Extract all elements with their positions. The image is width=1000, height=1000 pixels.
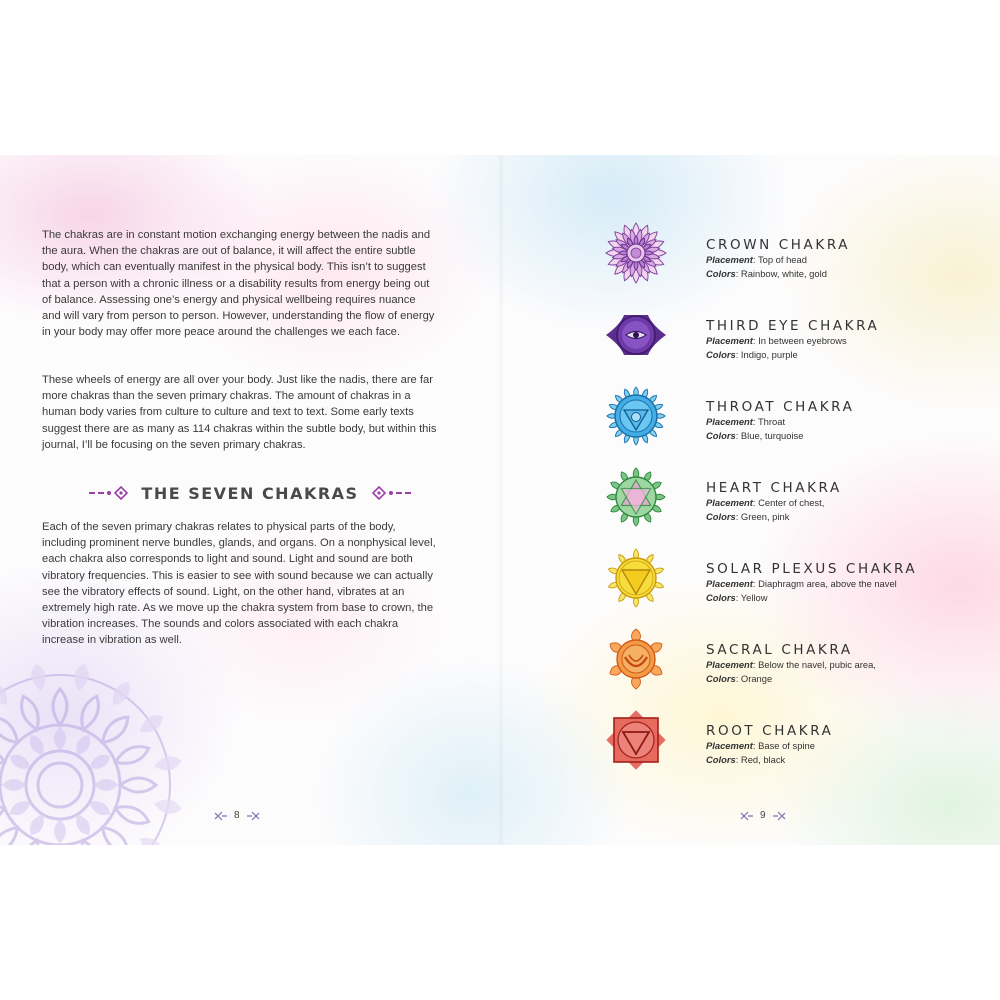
page-ornament-right-icon bbox=[246, 811, 260, 821]
heart-chakra-icon bbox=[604, 465, 668, 529]
heading-ornament-right-icon bbox=[369, 486, 411, 500]
chakra-name: HEART CHAKRA bbox=[706, 480, 842, 496]
chakra-placement: Placement: In between eyebrows bbox=[706, 335, 847, 346]
chakra-colors: Colors: Orange bbox=[706, 673, 773, 684]
chakra-name: SACRAL CHAKRA bbox=[706, 642, 853, 658]
chakra-entry-throat bbox=[706, 399, 966, 443]
chakra-name: THIRD EYE CHAKRA bbox=[706, 318, 880, 334]
chakra-entry-sacral bbox=[706, 642, 966, 686]
page-ornament-left-icon bbox=[214, 811, 228, 821]
chakra-name: SOLAR PLEXUS CHAKRA bbox=[706, 561, 918, 577]
chakra-entry-solar-plexus bbox=[706, 561, 966, 605]
page-number-text: 8 bbox=[234, 810, 240, 821]
root-chakra-icon bbox=[604, 708, 668, 772]
page-ornament-right-icon bbox=[772, 811, 786, 821]
chakra-colors: Colors: Red, black bbox=[706, 754, 786, 765]
chakra-colors: Colors: Blue, turquoise bbox=[706, 430, 804, 441]
chakra-colors: Colors: Green, pink bbox=[706, 511, 790, 522]
chakra-colors: Colors: Rainbow, white, gold bbox=[706, 268, 827, 279]
chakra-placement: Placement: Center of chest, bbox=[706, 497, 825, 508]
chakra-placement: Placement: Diaphragm area, above the navel bbox=[706, 578, 897, 589]
section-heading bbox=[0, 480, 500, 506]
paragraph-wheels-energy: These wheels of energy are all over your body. Just like the nadis, there are far more chakras than the seven primary chakras. The amount of chakras in a human body varies from culture to culture and text to text. Some early texts suggest there are as many as 114 chakras within the subtle body, but within this journal, I’ll be focusing on the seven primary chakras. bbox=[42, 374, 437, 451]
paragraph-seven-chakras: Each of the seven primary chakras relates to physical parts of the body, including prominent nerve bundles, glands, and organs. On a nonphysical level, each chakra also corresponds to light and sound. Light and sound are both vibratory frequencies. This is easier to see with sound because we can actually see the vibratory effects of sound. Light, on the other hand, vibrates at an extremely high rate. As we move up the chakra system from base to crown, the vibration increases. The sounds and colors associated with each chakra increase in vibration as well. bbox=[42, 521, 436, 647]
heading-ornament-left-icon bbox=[89, 486, 131, 500]
chakra-colors: Colors: Indigo, purple bbox=[706, 349, 798, 360]
chakra-name: THROAT CHAKRA bbox=[706, 399, 855, 415]
chakra-entry-root bbox=[706, 723, 966, 767]
mandala-decoration-icon bbox=[0, 655, 190, 845]
paragraph-chakras-motion: The chakras are in constant motion exchanging energy between the nadis and the aura. When the chakras are out of balance, it will affect the entire subtle body, which can eventually manifest in the physical body. This isn’t to suggest that a person with a chronic illness or a disability results from energy being out of balance. Assessing one’s energy and physical wellbeing requires nuance and will vary from person to person. However, understanding the flow of energy in your body may offer more peace around the challenges we each face. bbox=[42, 229, 435, 339]
chakra-placement: Placement: Throat bbox=[706, 416, 786, 427]
chakra-name: ROOT CHAKRA bbox=[706, 723, 834, 739]
page-number-right bbox=[740, 810, 786, 821]
third-eye-chakra-icon bbox=[604, 303, 668, 367]
page-number-text: 9 bbox=[760, 810, 766, 821]
sacral-chakra-icon bbox=[604, 627, 668, 691]
page-ornament-left-icon bbox=[740, 811, 754, 821]
solar-plexus-chakra-icon bbox=[604, 546, 668, 610]
throat-chakra-icon bbox=[604, 384, 668, 448]
chakra-placement: Placement: Below the navel, pubic area, bbox=[706, 659, 876, 670]
chakra-entry-third-eye bbox=[706, 318, 966, 362]
chakra-entry-crown bbox=[706, 237, 966, 281]
book-spread bbox=[0, 155, 1000, 845]
heading-title: THE SEVEN CHAKRAS bbox=[141, 483, 359, 503]
chakra-placement: Placement: Base of spine bbox=[706, 740, 815, 751]
chakra-colors: Colors: Yellow bbox=[706, 592, 768, 603]
page-number-left bbox=[214, 810, 260, 821]
chakra-name: CROWN CHAKRA bbox=[706, 237, 851, 253]
chakra-placement: Placement: Top of head bbox=[706, 254, 807, 265]
crown-chakra-icon bbox=[604, 221, 668, 285]
chakra-entry-heart bbox=[706, 480, 966, 524]
